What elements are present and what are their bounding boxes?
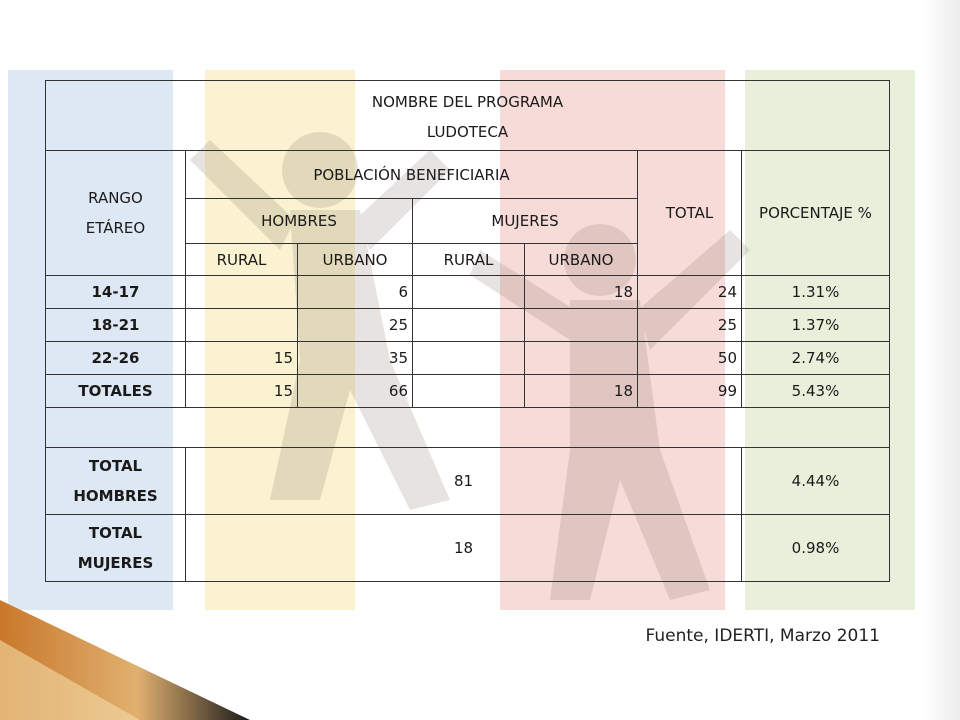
cell-mujeres-rural [413,342,525,375]
cell-mujeres-rural [413,375,525,408]
table-row [46,276,890,309]
row-range: 18-21 [46,309,186,342]
total-mujeres-value: 18 [186,515,742,582]
cell-hombres-rural [186,309,298,342]
table-row-totales [46,375,890,408]
table-row [46,309,890,342]
row-range: 22-26 [46,342,186,375]
cell-hombres-urbano: 25 [298,309,413,342]
cell-hombres-urbano: 6 [298,276,413,309]
cell-hombres-rural: 15 [186,375,298,408]
total-mujeres-pct: 0.98% [742,515,890,582]
cell-mujeres-urbano: 18 [525,276,638,309]
header-mujeres: MUJERES [413,199,638,244]
cell-mujeres-urbano [525,342,638,375]
header-porcentaje: PORCENTAJE % [742,151,890,276]
cell-mujeres-urbano: 18 [525,375,638,408]
cell-mujeres-rural [413,276,525,309]
cell-total: 50 [638,342,742,375]
total-hombres-pct: 4.44% [742,448,890,515]
header-hombres: HOMBRES [186,199,413,244]
cell-mujeres-rural [413,309,525,342]
cell-porcentaje: 2.74% [742,342,890,375]
header-hombres-rural: RURAL [186,244,298,276]
header-mujeres-rural: RURAL [413,244,525,276]
cell-porcentaje: 1.31% [742,276,890,309]
program-label: NOMBRE DEL PROGRAMA [371,92,564,111]
cell-hombres-urbano: 66 [298,375,413,408]
cell-porcentaje: 5.43% [742,375,890,408]
corner-ribbon [0,600,260,720]
row-range: TOTALES [46,375,186,408]
total-hombres-row [46,448,890,515]
cell-hombres-rural [186,276,298,309]
header-total: TOTAL [638,151,742,276]
total-hombres-label: TOTAL HOMBRES [46,448,186,515]
cell-total: 25 [638,309,742,342]
cell-mujeres-urbano [525,309,638,342]
cell-hombres-rural: 15 [186,342,298,375]
total-mujeres-label: TOTAL MUJERES [46,515,186,582]
source-caption: Fuente, IDERTI, Marzo 2011 [645,626,880,646]
row-range: 14-17 [46,276,186,309]
header-mujeres-urbano: URBANO [525,244,638,276]
total-hombres-value: 81 [186,448,742,515]
header-poblacion-beneficiaria: POBLACIÓN BENEFICIARIA [186,151,638,199]
cell-total: 99 [638,375,742,408]
background-right-strip [924,0,960,720]
program-header-cell [46,81,890,151]
cell-porcentaje: 1.37% [742,309,890,342]
table-row [46,342,890,375]
cell-total: 24 [638,276,742,309]
cell-hombres-urbano: 35 [298,342,413,375]
spacer-row [46,408,890,448]
header-hombres-urbano: URBANO [298,244,413,276]
ludoteca-table [45,80,890,582]
header-rango-etareo: RANGO ETÁREO [46,151,186,276]
total-mujeres-row [46,515,890,582]
program-name: LUDOTECA [426,122,509,141]
